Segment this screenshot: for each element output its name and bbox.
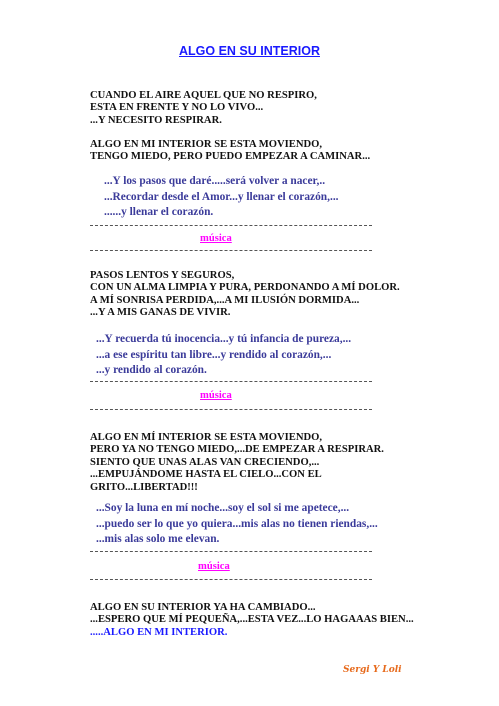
chorus-line: ...Y recuerda tú inocencia...y tú infancia de pureza,... bbox=[96, 333, 352, 345]
chorus-line: ...a ese espíritu tan libre...y rendido al corazón,... bbox=[96, 348, 332, 361]
musica-label: música bbox=[198, 561, 230, 572]
verse-line: CON UN ALMA LIMPIA Y PURA, PERDONANDO A MÍ DOLOR. bbox=[90, 282, 400, 294]
poem-title: ALGO EN SU INTERIOR bbox=[179, 44, 320, 58]
chorus-2 bbox=[96, 332, 351, 379]
verse-line: PASOS LENTOS Y SEGUROS, bbox=[90, 270, 235, 281]
chorus-line: ...Soy la luna en mí noche...soy el sol si me apetece,... bbox=[96, 502, 350, 514]
verse-line: ALGO EN SU INTERIOR YA HA CAMBIADO... bbox=[90, 602, 316, 613]
chorus-line: ......y llenar el corazón. bbox=[104, 206, 214, 219]
verse-line: ...Y A MIS GANAS DE VIVIR. bbox=[90, 307, 231, 319]
stanza-1 bbox=[90, 90, 317, 127]
stanza-4 bbox=[90, 432, 384, 494]
verse-line: .....ALGO EN MI INTERIOR. bbox=[90, 626, 228, 638]
chorus-line: ...Recordar desde el Amor...y llenar el corazón,... bbox=[104, 190, 339, 203]
divider bbox=[90, 250, 372, 251]
verse-line: ...Y NECESITO RESPIRAR. bbox=[90, 114, 222, 126]
musica-label: música bbox=[200, 233, 232, 244]
verse-line: GRITO...LIBERTAD!!! bbox=[90, 481, 198, 493]
verse-line: ...EMPUJÁNDOME HASTA EL CIELO...CON EL bbox=[90, 469, 322, 481]
chorus-1 bbox=[104, 174, 339, 221]
divider bbox=[90, 409, 372, 410]
verse-line: SIENTO QUE UNAS ALAS VAN CRECIENDO,... bbox=[90, 456, 320, 468]
chorus-line: ...mis alas solo me elevan. bbox=[96, 533, 220, 546]
verse-line: ...ESPERO QUE MÍ PEQUEÑA,...ESTA VEZ...LO HAGAAAS BIEN... bbox=[90, 614, 414, 626]
divider bbox=[90, 551, 372, 552]
signature: Sergi Y Loli bbox=[343, 665, 402, 675]
divider bbox=[90, 579, 372, 580]
divider bbox=[90, 381, 372, 382]
verse-line: PERO YA NO TENGO MIEDO,...DE EMPEZAR A RESPIRAR. bbox=[90, 444, 384, 456]
stanza-5 bbox=[90, 602, 414, 639]
chorus-3 bbox=[96, 501, 378, 548]
verse-line: ALGO EN MI INTERIOR SE ESTA MOVIENDO, bbox=[90, 139, 323, 150]
chorus-line: ...Y los pasos que daré.....será volver a nacer,.. bbox=[104, 175, 326, 187]
chorus-line: ...y rendido al corazón. bbox=[96, 364, 207, 377]
chorus-line: ...puedo ser lo que yo quiera...mis alas no tienen riendas,... bbox=[96, 517, 378, 530]
stanza-2 bbox=[90, 139, 370, 164]
verse-line: CUANDO EL AIRE AQUEL QUE NO RESPIRO, bbox=[90, 90, 317, 101]
verse-line: TENGO MIEDO, PERO PUEDO EMPEZAR A CAMINAR... bbox=[90, 151, 371, 163]
verse-line: ESTA EN FRENTE Y NO LO VIVO... bbox=[90, 102, 264, 114]
stanza-3 bbox=[90, 270, 400, 320]
verse-line: ALGO EN MÍ INTERIOR SE ESTA MOVIENDO, bbox=[90, 432, 323, 443]
divider bbox=[90, 225, 372, 226]
verse-line: A MÍ SONRISA PERDIDA,...A MI ILUSIÓN DORMIDA... bbox=[90, 294, 360, 306]
musica-label: música bbox=[200, 390, 232, 401]
